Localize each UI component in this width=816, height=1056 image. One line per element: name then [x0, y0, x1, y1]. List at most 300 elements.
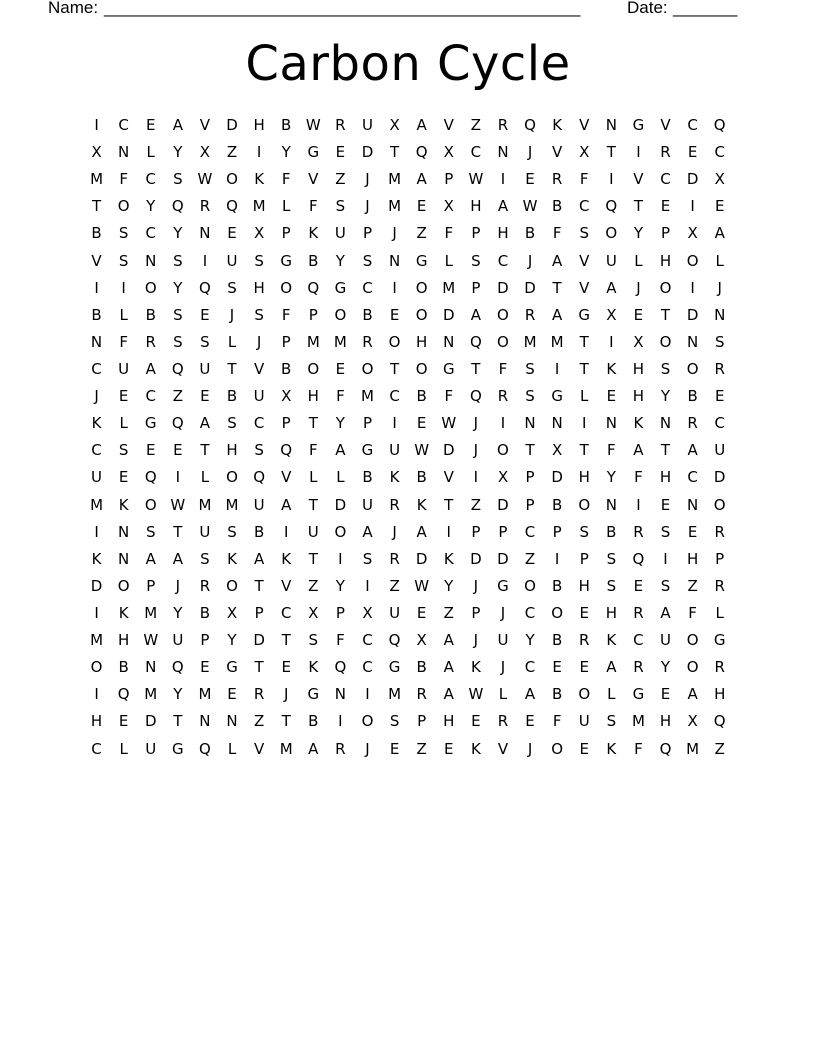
grid-letter: R [335, 739, 346, 758]
grid-letter: Z [470, 116, 481, 135]
grid-letter: R [253, 685, 265, 704]
grid-letter: F [308, 197, 318, 216]
grid-letter: P [471, 278, 481, 297]
grid-letter: N [118, 549, 130, 568]
grid-letter: S [227, 278, 237, 297]
grid-letter: U [389, 604, 401, 623]
grid-letter: N [388, 251, 401, 270]
grid-letter: E [416, 414, 427, 433]
grid-letter: E [444, 739, 454, 758]
grid-letter: A [443, 658, 454, 677]
grid-letter: N [714, 305, 726, 324]
grid-letter: E [118, 712, 129, 731]
grid-letter: X [362, 604, 373, 623]
grid-letter: E [335, 360, 346, 379]
grid-letter: E [389, 739, 400, 758]
grid-letter: L [580, 387, 589, 406]
grid-letter: C [497, 251, 509, 270]
grid-letter: D [497, 278, 509, 297]
grid-letter: I [121, 278, 126, 297]
grid-letter: C [362, 658, 373, 677]
grid-letter: P [281, 224, 291, 243]
grid-letter: G [442, 360, 455, 379]
grid-letter: W [468, 170, 484, 189]
grid-letter: O [605, 224, 618, 243]
grid-letter: Y [335, 251, 345, 270]
grid-letter: X [226, 604, 238, 623]
grid-letter: X [687, 224, 698, 243]
grid-letter: U [199, 360, 211, 379]
grid-letter: E [118, 387, 129, 406]
grid-letter: M [198, 495, 212, 514]
grid-letter: J [473, 441, 479, 460]
grid-letter: I [392, 278, 397, 297]
grid-letter: J [473, 414, 479, 433]
grid-letter: O [226, 170, 238, 189]
grid-letter: E [173, 441, 183, 460]
grid-letter: P [308, 305, 318, 324]
grid-letter: H [253, 116, 265, 135]
grid-letter: L [715, 604, 724, 623]
grid-letter: R [551, 170, 563, 189]
grid-letter: O [90, 658, 103, 677]
grid-letter: T [660, 305, 671, 324]
grid-letter: E [335, 143, 346, 162]
grid-letter: L [227, 332, 237, 351]
grid-letter: I [256, 143, 262, 162]
grid-letter: Q [117, 685, 130, 704]
grid-letter: U [253, 387, 265, 406]
page-title: Carbon Cycle [245, 36, 571, 92]
grid-letter: M [388, 685, 402, 704]
grid-letter: S [335, 197, 346, 216]
grid-letter: S [173, 170, 183, 189]
grid-letter: U [91, 468, 103, 487]
grid-letter: O [226, 576, 238, 595]
grid-letter: V [281, 468, 292, 487]
grid-letter: Q [253, 468, 266, 487]
grid-letter: A [443, 631, 454, 650]
grid-letter: P [362, 414, 372, 433]
grid-letter: B [226, 387, 238, 406]
grid-letter: A [145, 360, 156, 379]
grid-letter: A [606, 658, 617, 677]
grid-letter: T [525, 441, 535, 460]
grid-letter: H [470, 197, 482, 216]
grid-letter: N [199, 712, 211, 731]
grid-letter: G [415, 251, 428, 270]
grid-letter: A [172, 116, 183, 135]
grid-letter: O [659, 332, 672, 351]
grid-letter: U [361, 116, 373, 135]
grid-letter: P [417, 712, 427, 731]
grid-letter: D [497, 495, 509, 514]
grid-letter: U [118, 360, 130, 379]
grid-letter: I [663, 549, 668, 568]
grid-letter: T [173, 712, 183, 731]
grid-letter: X [253, 224, 265, 243]
grid-letter: Y [173, 143, 183, 162]
grid-letter: H [90, 712, 103, 731]
grid-letter: D [442, 305, 455, 324]
grid-letter: Y [173, 224, 183, 243]
grid-letter: C [145, 224, 156, 243]
grid-letter: W [441, 414, 457, 433]
date-blank-line: _______ [673, 0, 738, 17]
grid-letter: T [471, 360, 481, 379]
grid-letter: L [119, 414, 128, 433]
grid-letter: U [605, 251, 617, 270]
grid-letter: O [117, 197, 130, 216]
grid-letter: C [145, 170, 156, 189]
grid-letter: L [119, 739, 128, 758]
grid-letter: D [144, 712, 157, 731]
grid-letter: M [523, 332, 537, 351]
grid-letter: I [392, 414, 397, 433]
grid-letter: E [471, 712, 481, 731]
grid-letter: H [497, 224, 509, 243]
grid-letter: S [254, 441, 264, 460]
grid-letter: T [660, 441, 671, 460]
grid-letter: T [281, 712, 291, 731]
grid-letter: T [552, 278, 562, 297]
grid-letter: U [361, 495, 373, 514]
grid-letter: N [443, 332, 455, 351]
grid-letter: X [389, 116, 400, 135]
grid-letter: J [175, 576, 181, 595]
grid-letter: Q [469, 332, 482, 351]
grid-letter: W [170, 495, 186, 514]
grid-letter: R [687, 414, 698, 433]
grid-letter: T [579, 360, 589, 379]
grid-letter: I [582, 414, 587, 433]
grid-letter: O [497, 305, 509, 324]
grid-letter: Q [199, 278, 211, 297]
grid-letter: S [606, 549, 617, 568]
grid-letter: J [229, 305, 235, 324]
grid-letter: O [280, 278, 293, 297]
grid-letter: E [227, 224, 237, 243]
grid-letter: F [281, 305, 291, 324]
grid-letter: P [281, 332, 291, 351]
grid-letter: Y [606, 468, 616, 487]
grid-letter: Z [687, 576, 698, 595]
grid-letter: Q [524, 116, 536, 135]
grid-letter: U [660, 631, 671, 650]
grid-letter: E [200, 305, 210, 324]
grid-letter: I [365, 576, 370, 595]
grid-letter: O [551, 739, 564, 758]
grid-letter: C [145, 387, 156, 406]
grid-letter: E [633, 576, 644, 595]
grid-letter: Q [659, 739, 672, 758]
grid-letter: A [497, 197, 509, 216]
grid-letter: M [361, 387, 374, 406]
grid-letter: L [282, 197, 291, 216]
grid-letter: C [660, 170, 671, 189]
grid-letter: O [361, 360, 374, 379]
grid-letter: T [444, 495, 454, 514]
grid-letter: H [632, 360, 645, 379]
grid-letter: Q [469, 387, 482, 406]
grid-letter: E [660, 685, 671, 704]
grid-letter: V [579, 116, 590, 135]
grid-letter: A [199, 414, 211, 433]
grid-letter: F [552, 712, 562, 731]
grid-letter: U [145, 739, 157, 758]
grid-letter: P [552, 522, 562, 541]
grid-letter: Y [335, 576, 345, 595]
grid-letter: M [252, 197, 266, 216]
grid-letter: G [144, 414, 157, 433]
grid-letter: O [686, 658, 699, 677]
grid-letter: E [200, 658, 210, 677]
grid-letter: O [361, 712, 374, 731]
grid-letter: A [308, 739, 319, 758]
grid-letter: A [633, 441, 644, 460]
grid-letter: P [660, 224, 671, 243]
grid-letter: C [91, 441, 102, 460]
grid-letter: M [631, 712, 645, 731]
grid-letter: G [172, 739, 184, 758]
grid-letter: L [607, 685, 616, 704]
grid-letter: M [388, 197, 402, 216]
grid-letter: E [145, 441, 156, 460]
grid-letter: F [634, 739, 643, 758]
grid-letter: I [554, 549, 560, 568]
grid-letter: G [307, 143, 320, 162]
grid-letter: I [175, 468, 181, 487]
grid-letter: N [605, 495, 617, 514]
grid-letter: Q [713, 116, 726, 135]
grid-letter: J [256, 332, 262, 351]
grid-letter: K [308, 658, 319, 677]
grid-letter: S [308, 631, 319, 650]
grid-letter: F [444, 387, 454, 406]
grid-letter: E [525, 170, 535, 189]
grid-letter: B [687, 387, 698, 406]
grid-letter: S [471, 251, 481, 270]
grid-letter: S [173, 305, 183, 324]
grid-letter: D [442, 441, 455, 460]
grid-letter: E [579, 604, 589, 623]
grid-letter: V [633, 170, 644, 189]
grid-letter: E [389, 305, 400, 324]
grid-letter: S [173, 332, 183, 351]
name-label: Name: [48, 0, 99, 17]
grid-letter: R [389, 549, 400, 568]
grid-letter: O [226, 468, 238, 487]
grid-letter: B [551, 495, 563, 514]
grid-letter: L [146, 143, 155, 162]
grid-letter: X [416, 631, 427, 650]
grid-letter: O [415, 360, 428, 379]
grid-letter: R [335, 116, 346, 135]
grid-letter: B [281, 116, 292, 135]
grid-letter: W [305, 116, 321, 135]
grid-letter: A [552, 305, 563, 324]
grid-letter: Q [280, 441, 293, 460]
grid-letter: B [91, 305, 102, 324]
grid-letter: R [633, 604, 644, 623]
grid-letter: J [392, 522, 397, 541]
grid-letter: V [497, 739, 509, 758]
grid-letter: O [578, 685, 591, 704]
grid-letter: S [606, 576, 617, 595]
grid-letter: R [362, 332, 373, 351]
grid-letter: Z [389, 576, 400, 595]
grid-letter: G [578, 305, 591, 324]
grid-letter: L [336, 468, 345, 487]
grid-letter: T [308, 495, 318, 514]
grid-letter: W [414, 441, 430, 460]
grid-letter: U [497, 631, 509, 650]
grid-letter: A [416, 170, 427, 189]
grid-letter: N [145, 658, 157, 677]
grid-letter: M [198, 685, 212, 704]
grid-letter: H [578, 468, 590, 487]
grid-letter: A [172, 549, 183, 568]
grid-letter: H [714, 685, 726, 704]
grid-letter: Y [146, 197, 156, 216]
grid-letter: N [497, 143, 509, 162]
grid-letter: X [443, 197, 454, 216]
grid-letter: V [660, 116, 671, 135]
grid-letter: W [414, 576, 430, 595]
grid-letter: R [199, 197, 211, 216]
grid-letter: S [227, 414, 237, 433]
word-search-grid [83, 112, 735, 763]
grid-letter: V [579, 278, 590, 297]
grid-letter: B [281, 360, 292, 379]
grid-letter: F [119, 332, 128, 351]
grid-letter: G [632, 116, 645, 135]
grid-letter: O [415, 305, 428, 324]
grid-letter: K [606, 739, 617, 758]
grid-letter: H [443, 712, 455, 731]
grid-letter: W [522, 197, 538, 216]
grid-letter: Y [173, 604, 183, 623]
grid-letter: S [660, 522, 671, 541]
grid-letter: A [687, 441, 698, 460]
grid-letter: X [552, 441, 563, 460]
grid-letter: N [524, 414, 536, 433]
grid-letter: A [470, 305, 481, 324]
grid-letter: O [578, 495, 591, 514]
grid-letter: M [225, 495, 239, 514]
grid-letter: D [497, 549, 509, 568]
grid-letter: P [579, 549, 589, 568]
grid-letter: R [416, 685, 427, 704]
grid-letter: Z [335, 170, 346, 189]
grid-letter: G [713, 631, 726, 650]
grid-letter: Z [416, 224, 427, 243]
grid-letter: I [690, 278, 695, 297]
grid-letter: K [91, 414, 102, 433]
grid-letter: K [633, 414, 644, 433]
grid-letter: O [307, 360, 320, 379]
grid-letter: H [578, 576, 590, 595]
grid-letter: M [686, 739, 700, 758]
grid-letter: K [552, 116, 563, 135]
grid-letter: B [416, 387, 427, 406]
grid-letter: G [361, 441, 374, 460]
grid-letter: K [91, 549, 102, 568]
grid-letter: R [497, 116, 509, 135]
grid-letter: F [498, 360, 508, 379]
grid-letter: Q [307, 278, 320, 297]
grid-letter: K [443, 549, 454, 568]
grid-letter: L [498, 685, 508, 704]
grid-letter: I [636, 495, 641, 514]
grid-letter: N [145, 251, 157, 270]
grid-letter: K [254, 170, 265, 189]
grid-letter: G [551, 387, 563, 406]
grid-letter: F [336, 631, 345, 650]
grid-letter: S [525, 387, 535, 406]
grid-letter: W [143, 631, 159, 650]
grid-letter: Z [524, 549, 536, 568]
grid-letter: G [280, 251, 293, 270]
grid-letter: G [388, 658, 401, 677]
grid-letter: P [362, 224, 372, 243]
grid-letter: Y [660, 387, 671, 406]
grid-letter: B [551, 197, 563, 216]
grid-letter: F [119, 170, 128, 189]
grid-letter: Q [171, 414, 184, 433]
grid-letter: B [118, 658, 129, 677]
grid-letter: D [90, 576, 103, 595]
grid-letter: C [253, 414, 265, 433]
grid-letter: R [660, 143, 671, 162]
grid-letter: Q [415, 143, 428, 162]
grid-letter: G [497, 576, 509, 595]
grid-letter: Q [713, 712, 726, 731]
grid-letter: K [389, 468, 400, 487]
grid-letter: C [524, 658, 536, 677]
grid-letter: P [200, 631, 210, 650]
grid-letter: R [579, 631, 590, 650]
date-label: Date: [627, 0, 668, 17]
grid-letter: I [94, 116, 99, 135]
grid-letter: E [552, 658, 562, 677]
grid-letter: Z [416, 739, 427, 758]
grid-letter: L [227, 739, 237, 758]
grid-letter: P [146, 576, 156, 595]
grid-letter: K [470, 658, 481, 677]
grid-letter: F [634, 468, 643, 487]
grid-letter: Z [308, 576, 319, 595]
grid-letter: J [365, 197, 370, 216]
grid-letter: U [307, 522, 319, 541]
grid-letter: B [91, 224, 102, 243]
grid-letter: Q [199, 739, 211, 758]
grid-letter: A [687, 685, 698, 704]
grid-letter: X [308, 604, 319, 623]
grid-letter: D [334, 495, 347, 514]
grid-letter: H [253, 278, 265, 297]
grid-letter: I [500, 414, 506, 433]
grid-letter: E [714, 387, 725, 406]
grid-letter: T [389, 143, 400, 162]
grid-letter: T [281, 631, 291, 650]
grid-letter: I [690, 197, 695, 216]
grid-letter: Q [334, 658, 347, 677]
grid-letter: Y [633, 224, 643, 243]
grid-letter: S [254, 251, 264, 270]
grid-letter: M [306, 332, 320, 351]
grid-letter: H [659, 712, 672, 731]
